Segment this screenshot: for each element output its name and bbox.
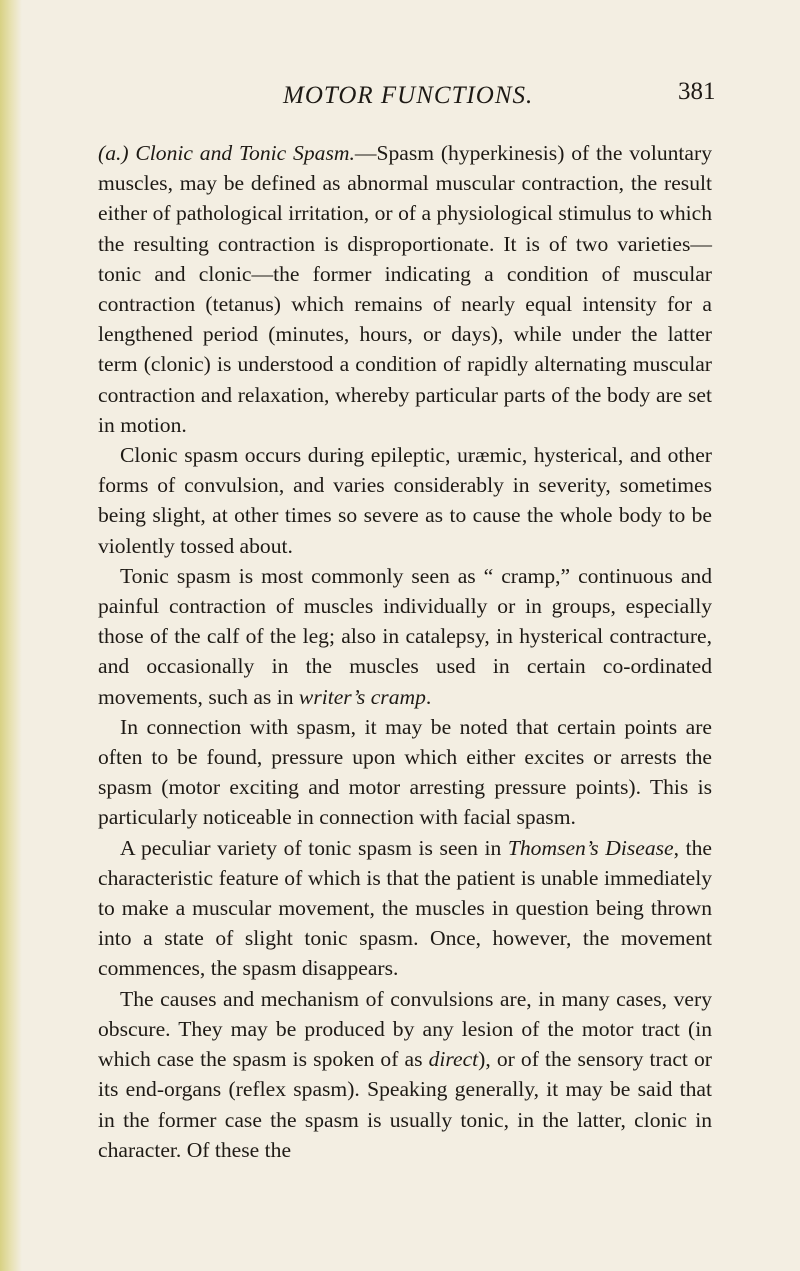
emphasis-writers-cramp: writer’s cramp — [298, 684, 426, 709]
running-title: MOTOR FUNCTIONS. — [283, 82, 534, 109]
running-header — [0, 78, 800, 122]
paragraph-text: Tonic spasm is most commonly seen as “ cramp,” continuous and painful contraction of muscles individually or in groups, especially those of the calf of the leg; also in catalepsy, in hysterical contracture, and occasionally in the muscles used in certain co-ordinated movements, such as in — [98, 563, 712, 709]
paragraph-text: The causes and mechanism of convulsions are, in many cases, very obscure. They may be produced by any lesion of the motor tract (in which case the spasm is spoken of as — [98, 986, 712, 1072]
paragraph-text: , the characteristic feature of which is that the patient is unable immediately to make a muscular movement, the muscles in question being thrown into a state of slight tonic spasm. Once, however, the movement commences, the spasm disappears. — [98, 835, 712, 981]
paragraph-thomsens-disease — [98, 833, 712, 984]
emphasis-direct: direct — [428, 1047, 479, 1072]
paragraph-text: ), or of the sensory tract or its end-organs (reflex spasm). Speaking generally, it may be said that in the former case the spasm is usually tonic, in the latter, clonic in character. Of these the — [98, 1047, 712, 1162]
paragraph-text: —Spasm (hyperkinesis) of the voluntary muscles, may be defined as abnormal muscular contraction, the result either of pathological irritation, or of a physiological stimulus to which the resulting contraction is disproportionate. It is of two varieties—tonic and clonic—the former indicating a condition of muscular contraction (tetanus) which remains of nearly equal intensity for a lengthened period (minutes, hours, or days), while under the latter term (clonic) is understood a condition of rapidly alternating muscular contraction and relaxation, whereby particular parts of the body are set in motion. — [98, 141, 712, 437]
paragraph-text: Clonic spasm occurs during epileptic, uræmic, hysterical, and other forms of convulsion, and varies considerably in severity, sometimes being slight, at other times so severe as to cause the whole body to be violently tossed about. — [98, 443, 712, 558]
paragraph-text: A peculiar variety of tonic spasm is seen in — [120, 835, 508, 860]
paragraph-text: . — [425, 684, 432, 709]
emphasis-thomsens-disease: Thomsen’s Disease — [507, 835, 674, 860]
paragraph-clonic-tonic-spasm — [98, 138, 712, 440]
page-number: 381 — [678, 78, 716, 105]
section-label: (a.) Clonic and Tonic Spasm. — [98, 141, 355, 165]
paragraph-clonic-spasm — [98, 440, 712, 561]
body-text — [98, 138, 712, 1165]
paragraph-pressure-points — [98, 712, 712, 833]
paragraph-causes-convulsions — [98, 984, 712, 1165]
paragraph-tonic-spasm — [98, 561, 712, 712]
paragraph-text: In connection with spasm, it may be noted that certain points are often to be found, pressure upon which either excites or arrests the spasm (motor exciting and motor arresting pressure points). This is particularly noticeable in connection with facial spasm. — [98, 714, 712, 830]
